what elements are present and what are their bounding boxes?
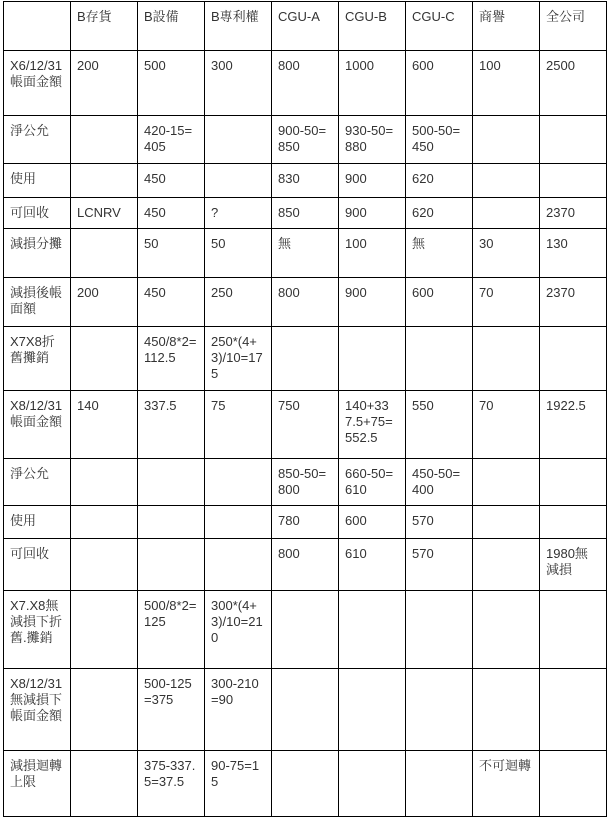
table-row xyxy=(4,116,607,164)
row-label[interactable]: 使用 xyxy=(4,506,71,539)
table-cell[interactable] xyxy=(540,506,607,539)
table-row xyxy=(4,51,607,116)
table-cell[interactable] xyxy=(205,539,272,591)
table-cell[interactable]: 450 xyxy=(138,278,205,327)
table-cell[interactable]: 900 xyxy=(339,198,406,229)
table-cell[interactable]: 600 xyxy=(339,506,406,539)
table-cell[interactable] xyxy=(272,591,339,669)
table-cell[interactable]: 600 xyxy=(406,278,473,327)
table-cell[interactable]: 800 xyxy=(272,278,339,327)
table-row xyxy=(4,751,607,817)
table-row xyxy=(4,669,607,751)
table-cell[interactable] xyxy=(71,591,138,669)
table-cell[interactable]: 570 xyxy=(406,539,473,591)
table-cell[interactable]: 300-210=90 xyxy=(205,669,272,751)
table-cell[interactable]: 250 xyxy=(205,278,272,327)
table-cell[interactable]: 660-50=610 xyxy=(339,459,406,506)
table-cell[interactable]: 900 xyxy=(339,164,406,198)
table-cell[interactable]: 130 xyxy=(540,229,607,278)
table-cell[interactable]: 2370 xyxy=(540,278,607,327)
table-cell[interactable]: 500 xyxy=(138,51,205,116)
column-header[interactable]: B專利權 xyxy=(205,2,272,51)
header-row xyxy=(4,2,607,51)
table-cell[interactable] xyxy=(339,591,406,669)
table-cell[interactable]: 550 xyxy=(406,391,473,459)
table-cell[interactable]: 930-50=880 xyxy=(339,116,406,164)
table-cell[interactable] xyxy=(406,327,473,391)
table-cell[interactable]: 850 xyxy=(272,198,339,229)
row-label[interactable]: 減損迴轉上限 xyxy=(4,751,71,817)
table-cell[interactable]: 375-337.5=37.5 xyxy=(138,751,205,817)
table-cell[interactable] xyxy=(272,327,339,391)
table-cell[interactable]: 140+337.5+75=552.5 xyxy=(339,391,406,459)
table-cell[interactable]: 450 xyxy=(138,198,205,229)
table-cell[interactable] xyxy=(138,459,205,506)
table-cell[interactable] xyxy=(473,506,540,539)
table-cell[interactable]: 200 xyxy=(71,278,138,327)
table-cell[interactable] xyxy=(339,327,406,391)
table-cell[interactable] xyxy=(205,116,272,164)
table-cell[interactable]: 620 xyxy=(406,164,473,198)
table-cell[interactable]: 30 xyxy=(473,229,540,278)
table-cell[interactable] xyxy=(138,539,205,591)
table-cell[interactable]: 800 xyxy=(272,539,339,591)
table-cell[interactable]: 100 xyxy=(473,51,540,116)
row-label[interactable]: X8/12/31帳面金額 xyxy=(4,391,71,459)
table-cell[interactable] xyxy=(339,751,406,817)
row-label[interactable]: X6/12/31帳面金額 xyxy=(4,51,71,116)
table-cell[interactable] xyxy=(406,751,473,817)
table-cell[interactable]: 620 xyxy=(406,198,473,229)
table-row xyxy=(4,164,607,198)
table-cell[interactable]: 610 xyxy=(339,539,406,591)
table-cell[interactable] xyxy=(71,459,138,506)
table-cell[interactable]: 無 xyxy=(272,229,339,278)
table-cell[interactable]: 600 xyxy=(406,51,473,116)
table-row xyxy=(4,539,607,591)
table-cell[interactable]: 450-50=400 xyxy=(406,459,473,506)
table-cell[interactable] xyxy=(540,669,607,751)
table-row xyxy=(4,459,607,506)
table-cell[interactable] xyxy=(71,539,138,591)
table-cell[interactable] xyxy=(540,751,607,817)
table-cell[interactable] xyxy=(473,198,540,229)
row-label[interactable]: X8/12/31無減損下帳面金額 xyxy=(4,669,71,751)
row-label[interactable]: 可回收 xyxy=(4,198,71,229)
table-cell[interactable]: 50 xyxy=(138,229,205,278)
table-cell[interactable]: 300 xyxy=(205,51,272,116)
table-cell[interactable] xyxy=(406,591,473,669)
table-cell[interactable]: 570 xyxy=(406,506,473,539)
row-label[interactable]: X7.X8無減損下折舊.攤銷 xyxy=(4,591,71,669)
table-row xyxy=(4,327,607,391)
table-row xyxy=(4,278,607,327)
table-cell[interactable]: 2370 xyxy=(540,198,607,229)
table-cell[interactable]: 780 xyxy=(272,506,339,539)
row-label[interactable]: 減損分攤 xyxy=(4,229,71,278)
table-cell[interactable] xyxy=(71,116,138,164)
table-cell[interactable]: 70 xyxy=(473,278,540,327)
table-cell[interactable]: 75 xyxy=(205,391,272,459)
column-header[interactable]: B存貨 xyxy=(71,2,138,51)
table-cell[interactable]: 100 xyxy=(339,229,406,278)
table-cell[interactable] xyxy=(272,669,339,751)
row-label[interactable]: 減損後帳面額 xyxy=(4,278,71,327)
table-cell[interactable]: 300*(4+3)/10=210 xyxy=(205,591,272,669)
table-cell[interactable] xyxy=(540,116,607,164)
table-cell[interactable] xyxy=(473,539,540,591)
table-cell[interactable]: 不可迴轉 xyxy=(473,751,540,817)
table-cell[interactable] xyxy=(71,669,138,751)
table-cell[interactable]: 850-50=800 xyxy=(272,459,339,506)
table-cell[interactable]: 140 xyxy=(71,391,138,459)
table-cell[interactable] xyxy=(540,591,607,669)
table-cell[interactable]: 420-15=405 xyxy=(138,116,205,164)
table-cell[interactable] xyxy=(473,459,540,506)
table-cell[interactable]: 500-125=375 xyxy=(138,669,205,751)
table-cell[interactable] xyxy=(71,229,138,278)
table-cell[interactable]: 800 xyxy=(272,51,339,116)
table-cell[interactable] xyxy=(71,506,138,539)
table-cell[interactable]: 無 xyxy=(406,229,473,278)
table-cell[interactable] xyxy=(71,751,138,817)
table-cell[interactable]: 250*(4+3)/10=175 xyxy=(205,327,272,391)
table-cell[interactable] xyxy=(71,164,138,198)
table-cell[interactable]: 830 xyxy=(272,164,339,198)
table-row xyxy=(4,198,607,229)
table-cell[interactable]: 1000 xyxy=(339,51,406,116)
table-cell[interactable]: ? xyxy=(205,198,272,229)
table-cell[interactable] xyxy=(205,459,272,506)
table-cell[interactable]: 1980無減損 xyxy=(540,539,607,591)
table-cell[interactable] xyxy=(138,506,205,539)
table-cell[interactable]: 750 xyxy=(272,391,339,459)
table-cell[interactable]: 50 xyxy=(205,229,272,278)
table-row xyxy=(4,506,607,539)
table-cell[interactable] xyxy=(540,327,607,391)
table-cell[interactable]: 450/8*2=112.5 xyxy=(138,327,205,391)
table-cell[interactable] xyxy=(473,116,540,164)
column-header[interactable]: 商譽 xyxy=(473,2,540,51)
row-label[interactable]: 可回收 xyxy=(4,539,71,591)
table-cell[interactable] xyxy=(205,164,272,198)
table-cell[interactable] xyxy=(406,669,473,751)
table-row xyxy=(4,591,607,669)
table-cell[interactable]: 500-50=450 xyxy=(406,116,473,164)
table-cell[interactable]: 200 xyxy=(71,51,138,116)
table-cell[interactable] xyxy=(205,506,272,539)
table-cell[interactable]: 1922.5 xyxy=(540,391,607,459)
table-row xyxy=(4,229,607,278)
row-label[interactable]: 淨公允 xyxy=(4,116,71,164)
table-cell[interactable] xyxy=(71,327,138,391)
table-cell[interactable] xyxy=(473,591,540,669)
table-cell[interactable]: 500/8*2=125 xyxy=(138,591,205,669)
table-cell[interactable] xyxy=(540,459,607,506)
column-header[interactable]: B設備 xyxy=(138,2,205,51)
table-cell[interactable] xyxy=(473,164,540,198)
column-header[interactable]: 全公司 xyxy=(540,2,607,51)
table-cell[interactable]: 900 xyxy=(339,278,406,327)
row-label[interactable]: 使用 xyxy=(4,164,71,198)
table-cell[interactable]: 90-75=15 xyxy=(205,751,272,817)
corner-cell[interactable] xyxy=(4,2,71,51)
table-cell[interactable]: 900-50=850 xyxy=(272,116,339,164)
table-cell[interactable] xyxy=(339,669,406,751)
table-cell[interactable]: 2500 xyxy=(540,51,607,116)
table-cell[interactable] xyxy=(473,669,540,751)
table-cell[interactable]: 337.5 xyxy=(138,391,205,459)
table-cell[interactable]: 450 xyxy=(138,164,205,198)
column-header[interactable]: CGU-A xyxy=(272,2,339,51)
column-header[interactable]: CGU-B xyxy=(339,2,406,51)
row-label[interactable]: X7X8折舊攤銷 xyxy=(4,327,71,391)
table-cell[interactable] xyxy=(540,164,607,198)
table-row xyxy=(4,391,607,459)
table-cell[interactable] xyxy=(272,751,339,817)
table-cell[interactable]: 70 xyxy=(473,391,540,459)
table-cell[interactable]: LCNRV xyxy=(71,198,138,229)
impairment-table xyxy=(3,1,607,817)
column-header[interactable]: CGU-C xyxy=(406,2,473,51)
row-label[interactable]: 淨公允 xyxy=(4,459,71,506)
table-cell[interactable] xyxy=(473,327,540,391)
